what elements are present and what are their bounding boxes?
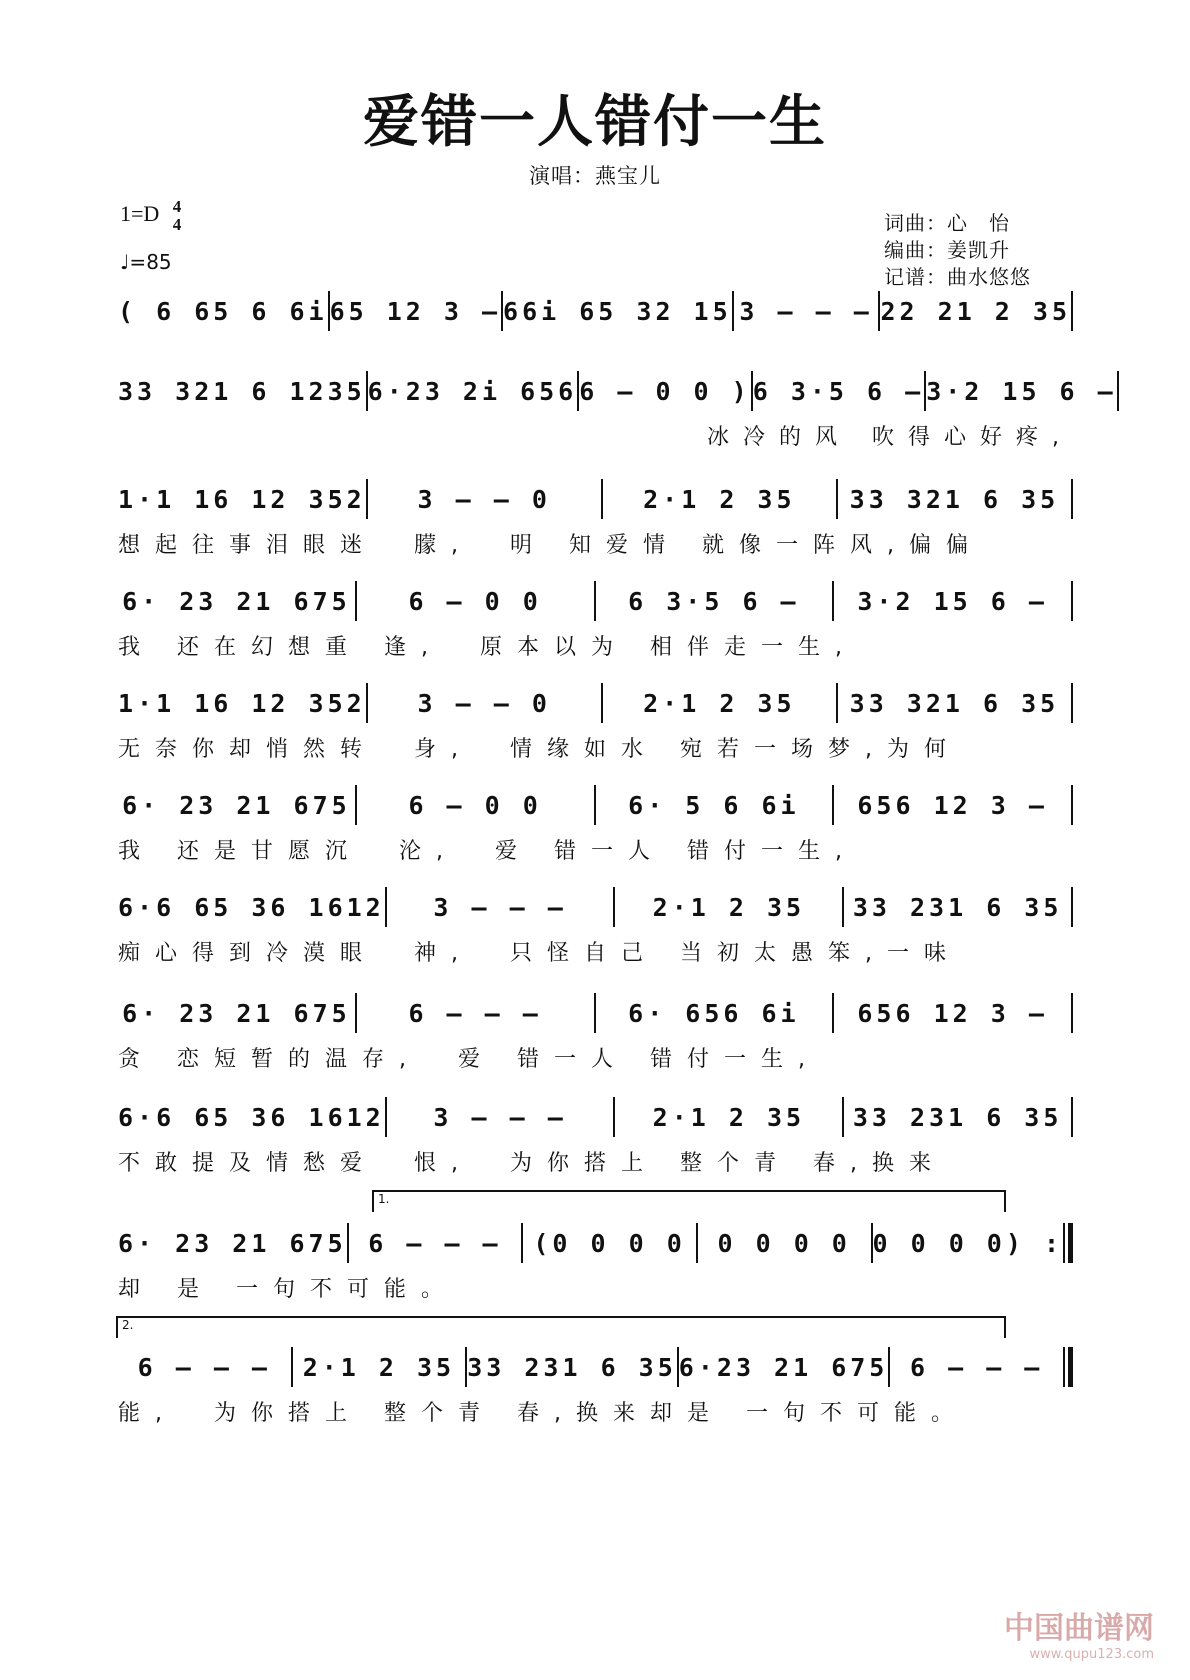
lyrics-line: 我 还是甘愿沉 沦, 爱 错一人 错付一生, [118, 839, 857, 864]
lyrics-line [118, 340, 1073, 372]
measure: 2·1 2 35 [302, 1352, 456, 1382]
measure: 6 – – – [408, 998, 542, 1028]
score-system [118, 682, 1073, 764]
notation-row [118, 1346, 1073, 1388]
score-system [118, 478, 1073, 560]
score-system [118, 370, 1117, 452]
notation-row [118, 370, 1117, 412]
score-system [118, 290, 1073, 372]
measure: 6·6 65 36 1612 [118, 892, 385, 922]
measure: 6·6 65 36 1612 [118, 1102, 385, 1132]
measure: 6 – – – [910, 1352, 1044, 1382]
measure: 33 231 6 35 [852, 1102, 1063, 1132]
measure: 65 12 3 – [329, 296, 502, 326]
score-system [118, 580, 1073, 662]
score-system [118, 886, 1073, 968]
time-bottom: 4 [172, 215, 182, 234]
bar-line [1063, 1347, 1065, 1387]
score-system [118, 1096, 1073, 1178]
measure: 6 – 0 0 ) [579, 376, 751, 406]
bar-line [1071, 479, 1073, 519]
score-system [118, 784, 1073, 866]
notation-row [118, 580, 1073, 622]
time-top: 4 [172, 197, 182, 216]
measure: 0 0 0 0 [717, 1228, 851, 1258]
measure: 2·1 2 35 [643, 688, 796, 718]
measure: 656 12 3 – [857, 790, 1048, 820]
first-ending-bracket: 1. [372, 1190, 1006, 1212]
measure: 6· 5 6 6i [628, 790, 800, 820]
measure: 6 – – – [137, 1352, 271, 1382]
credits-block [884, 210, 1031, 291]
notation-row [118, 478, 1073, 520]
measure: 6 3·5 6 – [752, 376, 925, 406]
score-system [118, 1222, 1073, 1304]
score-system [118, 992, 1073, 1074]
measure: 6· 23 21 675 [122, 790, 351, 820]
measure: 2·1 2 35 [652, 892, 806, 922]
measure: 33 321 6 1235 [118, 376, 366, 406]
measure: 33 231 6 35 [852, 892, 1063, 922]
lyrics-line: 冰冷的风 吹得心好疼, [707, 425, 1073, 450]
measure: 3 – – – [433, 1102, 567, 1132]
lyrics-line: 无奈你却悄然转 身, 情缘如水 宛若一场梦,为何 [118, 737, 961, 762]
measure: 6· 23 21 675 [118, 1228, 347, 1258]
measure: ( 6 65 6 6i [118, 296, 328, 326]
bar-line [1117, 371, 1119, 411]
measure: 33 231 6 35 [467, 1352, 677, 1382]
measure: 33 321 6 35 [849, 688, 1060, 718]
measure: 3·2 15 6 – [926, 376, 1117, 406]
page-title: 爱错一人错付一生 [363, 89, 827, 155]
score-system [118, 1346, 1073, 1428]
singer-credit: 演唱：燕宝儿 [529, 164, 661, 188]
bar-line [1071, 1097, 1073, 1137]
notation-row [118, 992, 1073, 1034]
bar-line [1071, 683, 1073, 723]
lyrics-line: 不敢提及情愁爱 恨, 为你搭上 整个青 春,换来 [118, 1151, 946, 1176]
measure: (0 0 0 0 [533, 1228, 686, 1258]
measure: 3 – – – [433, 892, 567, 922]
second-ending-bracket: 2. [116, 1316, 1006, 1338]
measure: 6 3·5 6 – [628, 586, 800, 616]
measure: 6 – – – [368, 1228, 502, 1258]
time-signature [173, 198, 182, 234]
watermark-url: www.qupu123.com [1029, 1647, 1154, 1662]
measure: 3 – – – [739, 296, 873, 326]
measure: 0 0 0 0) : [872, 1228, 1064, 1258]
lyrics-line: 能, 为你搭上 整个青 春,换来却是 一句不可能。 [118, 1401, 968, 1426]
measure: 1·1 16 12 352 [118, 484, 366, 514]
measure: 656 12 3 – [857, 998, 1048, 1028]
bar-line [1071, 887, 1073, 927]
measure: 66i 65 32 15 [503, 296, 732, 326]
measure: 22 21 2 35 [880, 296, 1071, 326]
bar-line [1063, 1223, 1065, 1263]
bar-line [1071, 785, 1073, 825]
arranger-credit: 编曲：姜凯升 [884, 238, 1010, 262]
measure: 6 – 0 0 [408, 586, 542, 616]
bar-line [1071, 993, 1073, 1033]
notation-row [118, 886, 1073, 928]
final-bar-line [1068, 1223, 1073, 1263]
lyrics-line: 贪 恋短暂的温存, 爱 错一人 错付一生, [118, 1047, 820, 1072]
lyrics-line: 痴心得到冷漠眼 神, 只怪自己 当初太愚笨,一味 [118, 941, 961, 966]
measure: 3 – – 0 [417, 688, 551, 718]
lyrics-line: 我 还在幻想重 逢, 原本以为 相伴走一生, [118, 635, 857, 660]
transcriber-credit: 记谱：曲水悠悠 [884, 265, 1031, 289]
tempo-mark: ♩=85 [120, 250, 172, 274]
measure: 1·1 16 12 352 [118, 688, 366, 718]
watermark [1004, 1603, 1154, 1662]
notation-row [118, 290, 1073, 332]
lyrics-line: 想起往事泪眼迷 朦, 明 知爱情 就像一阵风,偏偏 [118, 533, 983, 558]
measure: 3 – – 0 [417, 484, 551, 514]
notation-row [118, 1096, 1073, 1138]
measure: 3·2 15 6 – [857, 586, 1048, 616]
measure: 6· 23 21 675 [122, 586, 351, 616]
measure: 2·1 2 35 [652, 1102, 806, 1132]
measure: 2·1 2 35 [643, 484, 796, 514]
measure: 6· 23 21 675 [122, 998, 351, 1028]
final-bar-line [1068, 1347, 1073, 1387]
bar-line [1071, 291, 1073, 331]
lyricist-credit: 词曲：心 怡 [884, 211, 1010, 235]
key-signature [120, 198, 181, 234]
notation-row [118, 1222, 1073, 1264]
measure: 33 321 6 35 [849, 484, 1060, 514]
notation-row [118, 784, 1073, 826]
measure: 6 – 0 0 [408, 790, 542, 820]
bar-line [1071, 581, 1073, 621]
key-label: 1=D [120, 201, 160, 227]
watermark-name: 中国曲谱网 [1004, 1611, 1154, 1646]
measure: 6·23 21 675 [678, 1352, 889, 1382]
notation-row [118, 682, 1073, 724]
measure: 6· 656 6i [628, 998, 800, 1028]
measure: 6·23 2i 656 [367, 376, 578, 406]
lyrics-line: 却 是 一句不可能。 [118, 1277, 458, 1302]
